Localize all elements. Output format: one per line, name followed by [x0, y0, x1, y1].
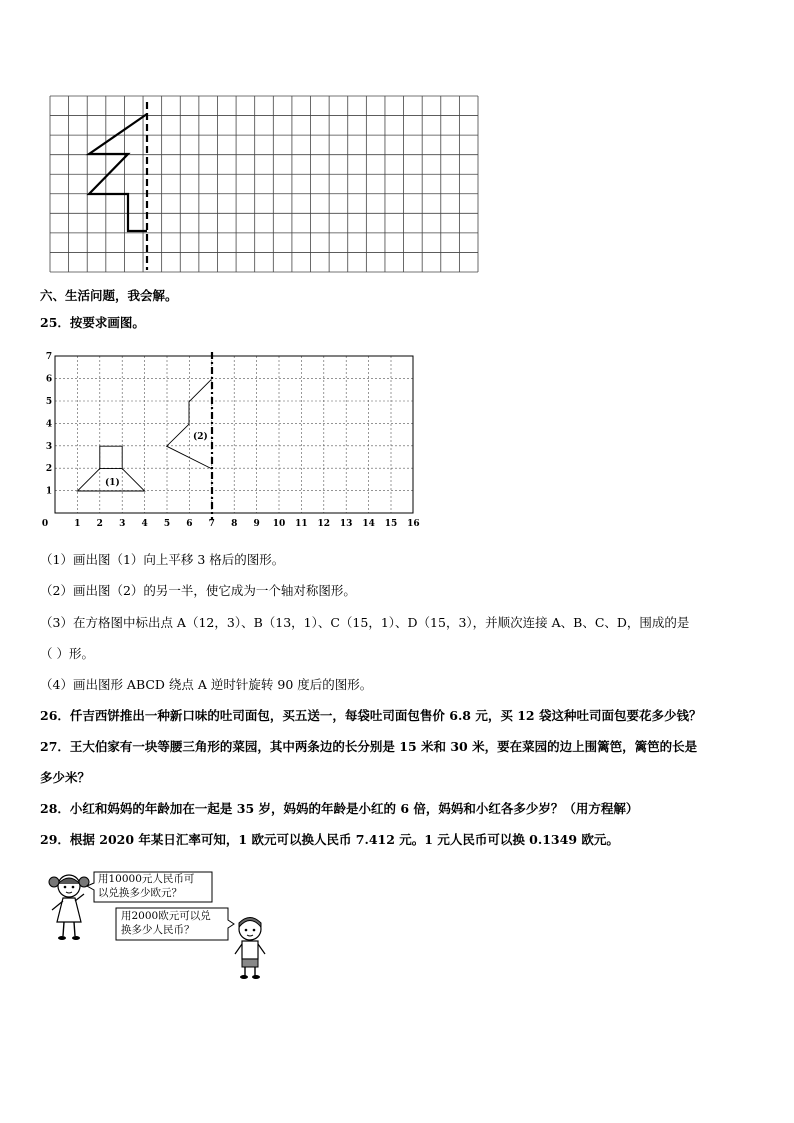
top-grid-figure [48, 94, 480, 274]
figure-2-half [167, 379, 212, 468]
q25-sub1: （1）画出图（1）向上平移 3 格后的图形。 [40, 552, 285, 567]
q27-text-line2: 多少米？ [40, 770, 91, 785]
girl-bubble-line2: 以兑换多少欧元？ [98, 887, 182, 899]
q25-title: 25．按要求画图。 [40, 315, 145, 330]
q29-text: 29．根据 2020 年某日汇率可知，1 欧元可以换人民币 7.412 元。1 元人民币可以换 0.1349 欧元。 [40, 832, 619, 847]
y-tick-label: 5 [45, 397, 53, 407]
y-tick-label: 7 [45, 352, 53, 363]
q25-sub3a: （3）在方格图中标出点 A（12，3）、B（13，1）、C（15，1）、D（15，3），并顺次连接 A、B、C、D，围成的是 [40, 615, 690, 630]
x-tick-label: 3 [119, 519, 126, 529]
y-tick-label: 6 [45, 374, 53, 385]
y-tick-label: 4 [45, 419, 53, 430]
y-tick-label: 3 [45, 441, 53, 452]
x-tick-label: 11 [295, 519, 308, 529]
figure-2-label: (2) [193, 432, 208, 442]
q25-sub3b: （ ）形。 [40, 646, 94, 661]
girl-bubble-line1: 用10000元人民币可 [98, 873, 195, 885]
x-tick-label: 4 [141, 519, 148, 529]
boy-bubble-line1: 用2000欧元可以兑 [121, 910, 211, 922]
x-tick-label: 1 [74, 519, 81, 529]
q28-text: 28．小红和妈妈的年龄加在一起是 35 岁，妈妈的年龄是小红的 6 倍，妈妈和小红各多少岁？（用方程解） [40, 801, 639, 816]
x-tick-label: 8 [231, 519, 238, 529]
y-tick-label: 2 [45, 464, 53, 475]
boy-illustration [230, 914, 270, 980]
x-tick-label: 6 [186, 519, 193, 529]
x-tick-label: 16 [407, 519, 420, 529]
x-tick-label: 2 [96, 519, 103, 529]
x-tick-label: 0 [41, 519, 49, 529]
q25-sub4: （4）画出图形 ABCD 绕点 A 逆时针旋转 90 度后的图形。 [40, 677, 373, 692]
x-tick-label: 5 [163, 519, 171, 529]
x-tick-label: 7 [208, 519, 215, 529]
q26-text: 26．仟吉西饼推出一种新口味的吐司面包，买五送一，每袋吐司面包售价 6.8 元，买 12 袋这种吐司面包要花多少钱？ [40, 708, 702, 723]
q25-sub2: （2）画出图（2）的另一半，使它成为一个轴对称图形。 [40, 583, 356, 598]
x-tick-label: 9 [253, 519, 260, 529]
x-tick-label: 10 [272, 519, 286, 529]
y-tick-label: 1 [45, 486, 53, 497]
x-tick-label: 12 [317, 519, 331, 529]
x-tick-label: 14 [362, 519, 375, 529]
x-tick-label: 15 [384, 519, 398, 529]
q27-text-line1: 27．王大伯家有一块等腰三角形的菜园，其中两条边的长分别是 15 米和 30 米，要在菜园的边上围篱笆，篱笆的长是 [40, 739, 698, 754]
q25-coordinate-grid [38, 348, 428, 533]
figure-1-label: (1) [105, 478, 120, 488]
x-tick-label: 13 [339, 519, 353, 529]
boy-bubble-line2: 换多少人民币？ [121, 924, 195, 936]
section-title: 六、生活问题，我会解。 [40, 288, 178, 303]
